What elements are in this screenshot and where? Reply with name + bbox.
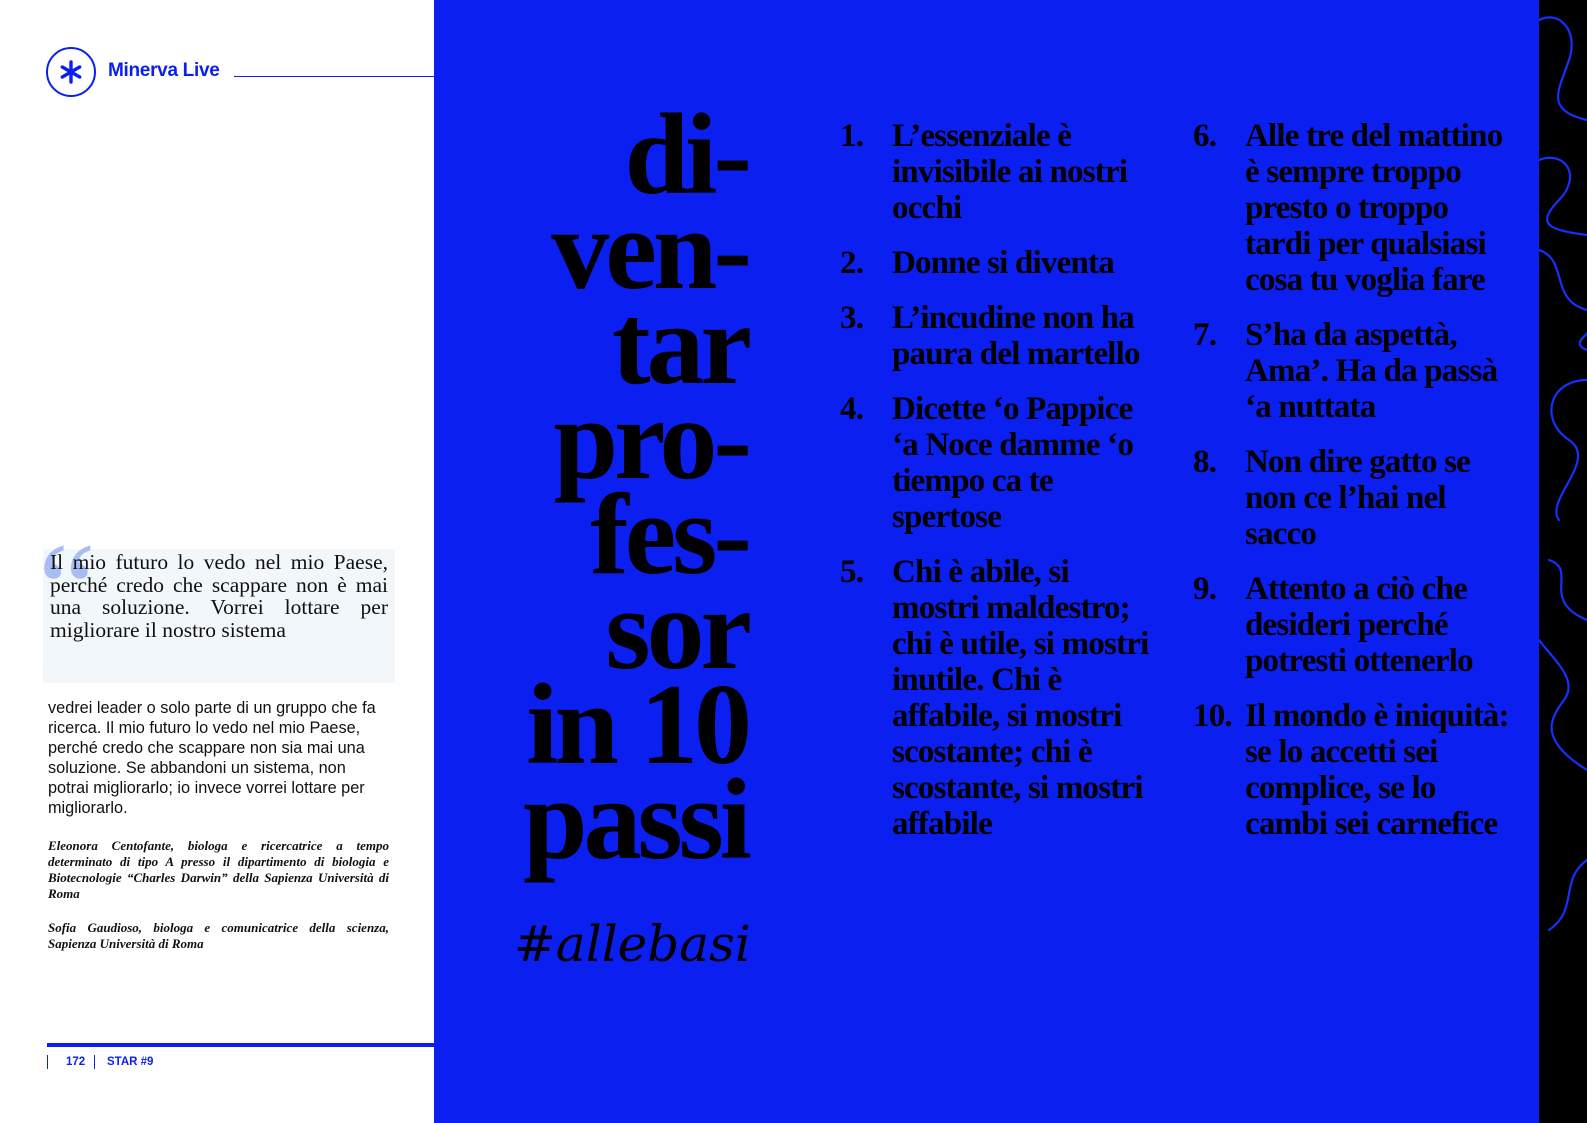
hashtag-handwriting [514,915,754,975]
headline-line: in 10 [526,661,748,789]
headline-line: fes- [590,471,748,599]
headline-line: sor [605,566,748,694]
pull-quote: Il mio futuro lo vedo nel mio Paese, perché credo che scappare non è mai una soluzione. Vorrei lottare per migliorare il nostro sistema [50,550,388,642]
list-item: 10. Il mondo è iniquità: se lo accetti sei complice, se lo cambi sei carnefice [1193,698,1509,842]
left-page [0,0,434,1123]
brand-name: Minerva Live [108,60,220,81]
headline-line: ven- [551,186,748,314]
hashtag-text: #allebasi [514,915,751,973]
list-item: 3. L’incudine non ha paura del martello [840,300,1140,372]
header-rule [234,76,434,77]
headline-line: tar [611,281,748,409]
list-item: 2. Donne si diventa [840,245,1114,281]
quote-mark-icon: “ [38,517,96,661]
list-item: 5. Chi è abile, si mostri maldestro; chi è utile, si mostri inutile. Chi è affabile, si mostri scostante; chi è scostante, si mostri affabile [840,554,1149,842]
headline-line: pro- [553,376,748,504]
squiggle-lines-icon [1539,0,1587,1123]
list-item: 6. Alle tre del mattino è sempre troppo presto o troppo tardi per qualsiasi cosa tu voglia fare [1193,118,1503,298]
list-item: 8. Non dire gatto se non ce l’hai nel sacco [1193,444,1471,552]
footer-divider [94,1055,95,1069]
author-credit: Eleonora Centofante, biologa e ricercatrice a tempo determinato di tipo A presso il dipartimento di biologia e Biotecnologie “Charles Darwin” della Sapienza Università di Roma [48,838,389,901]
right-page [434,0,1539,1123]
asterisk-icon [46,47,96,97]
decorative-strip [1539,0,1587,1123]
list-item: 9. Attento a ciò che desideri perché potresti ottenerlo [1193,571,1473,679]
headline-line: passi [522,756,748,884]
magazine-issue: STAR #9 [107,1056,154,1068]
footer-rule [47,1043,434,1047]
steps-list-right [1193,118,1513,861]
page-number: 172 [66,1056,86,1068]
list-item: 4. Dicette ‘o Pappice ‘a Noce damme ‘o tiempo ca te spertose [840,391,1134,535]
headline [434,91,748,884]
list-item: 7. S’ha da aspettà, Ama’. Ha da passà ‘a nuttata [1193,317,1498,425]
headline-line: di- [624,91,748,219]
footer-divider [47,1055,48,1069]
body-text: vedrei leader o solo parte di un gruppo che fa ricerca. Il mio futuro lo vedo nel mio Paese, perché credo che scappare non sia mai una soluzione. Se abbandoni un sistema, non potrai migliorarlo; io invece vorrei lottare per migliorarlo. [48,699,376,817]
list-item: 1. L’essenziale è invisibile ai nostri occhi [840,118,1128,226]
steps-list-left [840,118,1156,861]
author-credit: Sofia Gaudioso, biologa e comunicatrice della scienza, Sapienza Università di Roma [48,920,389,951]
